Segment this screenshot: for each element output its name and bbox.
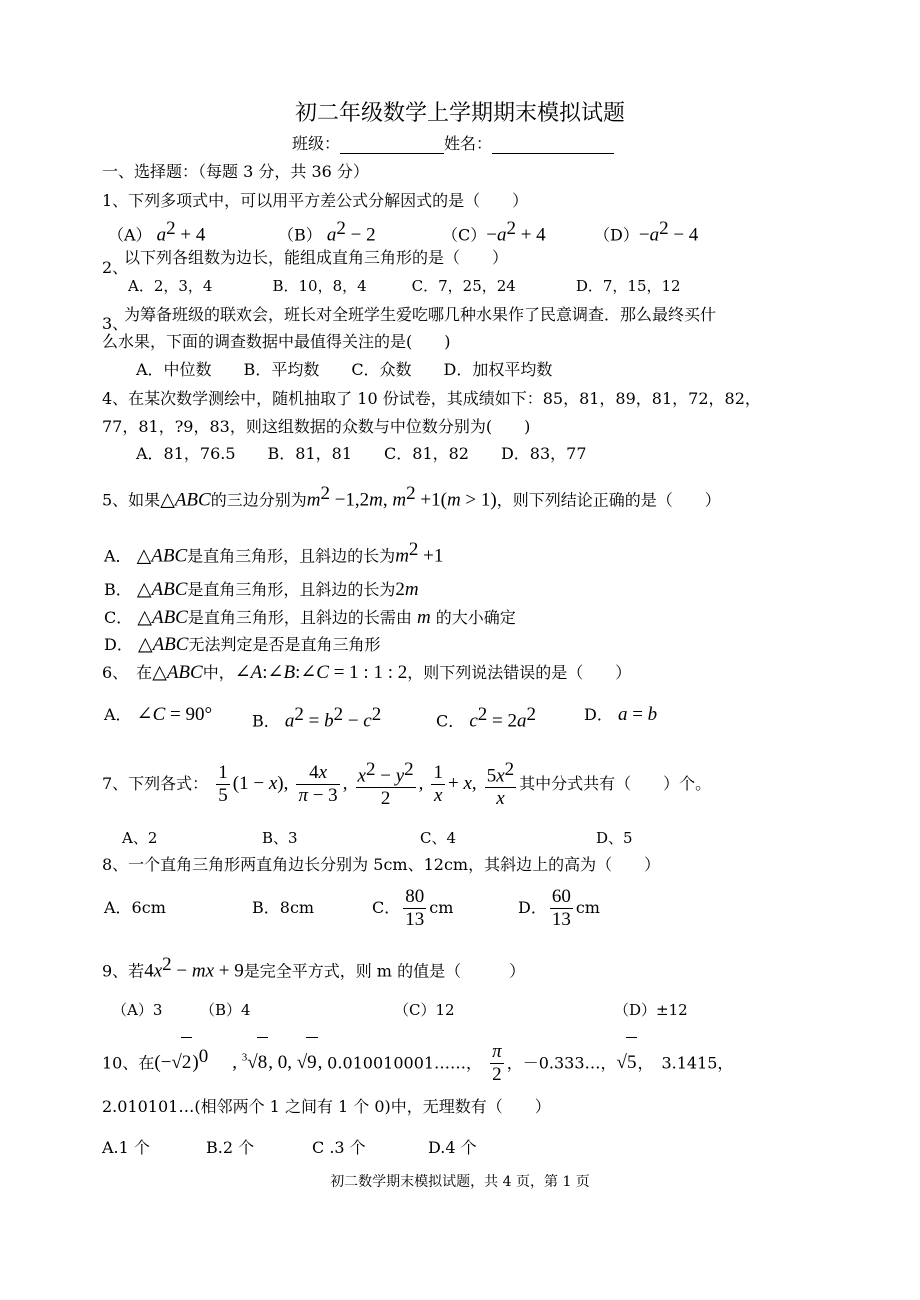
question-10-stem-line1: 10、在$(-√2)^0$ , $^3$√8, 0, √9, 0.010010001……， $\frac{\pi}{2}$ ，－0.333…，√5， 3.1415， (102, 1032, 733, 1088)
question-2-stem: 以下列各组数为边长，能组成直角三角形的是（ ） (124, 248, 509, 267)
page-footer: 初二数学期末模拟试题，共 4 页，第 1 页 (330, 1174, 590, 1190)
question-5-option-d: D． △ABC无法判定是否是直角三角形 (104, 634, 381, 655)
class-blank (340, 135, 444, 154)
question-3-stem-line2: 么水果，下面的调查数据中最值得关注的是( ) (102, 332, 451, 351)
question-3-options: A．中位数 B．平均数 C．众数 D．加权平均数 (136, 360, 553, 379)
name-blank (492, 135, 614, 154)
class-label: 班级： (292, 134, 341, 153)
name-label: 姓名： (444, 134, 493, 153)
question-2-number: 2、 (102, 258, 129, 277)
question-3-stem-line1: 为筹备班级的联欢会，班长对全班学生爱吃哪几种水果作了民意调查．那么最终买什 (124, 305, 717, 324)
question-2-options: A．2，3，4 B．10，8，4 C．7，25，24 D．7，15，12 (128, 277, 681, 295)
question-5-stem: 5、如果△ABC的三边分别为$m^2 -1,2m$, $m^2 +1(m > 1)$，则下列结论正确的是（ ） (102, 483, 721, 511)
page-title: 初二年级数学上学期期末模拟试题 (294, 101, 625, 126)
question-9-stem: 9、若$4x^2$ − mx + 9是完全平方式，则 m 的值是（ ） (102, 954, 526, 982)
question-4-stem-line1: 4、在某次数学测绘中，随机抽取了 10 份试卷，其成绩如下：85，81，89，81，72，82， (102, 389, 761, 408)
question-4-options: A．81，76.5 B．81，81 C．81，82 D．83，77 (136, 444, 587, 463)
question-8-stem: 8、一个直角三角形两直角边长分别为 5cm、12cm，其斜边上的高为（ ） (102, 855, 661, 874)
question-1-stem: 1、下列多项式中，可以用平方差公式分解因式的是（ ） (102, 191, 529, 210)
student-info (292, 134, 614, 154)
section-heading: 一、选择题：（每题 3 分，共 36 分） (102, 162, 369, 181)
question-4-stem-line2: 77，81，?9，83，则这组数据的众数与中位数分别为( ) (102, 417, 531, 436)
question-5-option-b: B． △ABC是直角三角形，且斜边的长为2m (104, 579, 419, 600)
question-5-option-c: C． △ABC是直角三角形，且斜边的长需由 m 的大小确定 (104, 607, 516, 628)
question-5-option-a: A． △ABC是直角三角形，且斜边的长为$m^2 +1$ (104, 539, 444, 567)
question-7-stem: 7、下列各式： $\frac{1}{5}$ (1 − x), $\frac{4x}{\pi - 3}$ , $\frac{x^2 - y^2}{2}$ , $\frac{1}{x}$ + x, $\frac{5x^2}{x}$ 其中分式共有（ ）个。 (102, 758, 712, 810)
question-3-number: 3、 (102, 314, 129, 333)
question-10-stem-line2: 2.010101…(相邻两个 1 之间有 1 个 0)中，无理数有（ ） (102, 1097, 551, 1116)
question-6-stem: 6、 在△ABC中，∠A:∠B:∠C = 1 : 1 : 2，则下列说法错误的是（ ） (102, 662, 632, 683)
